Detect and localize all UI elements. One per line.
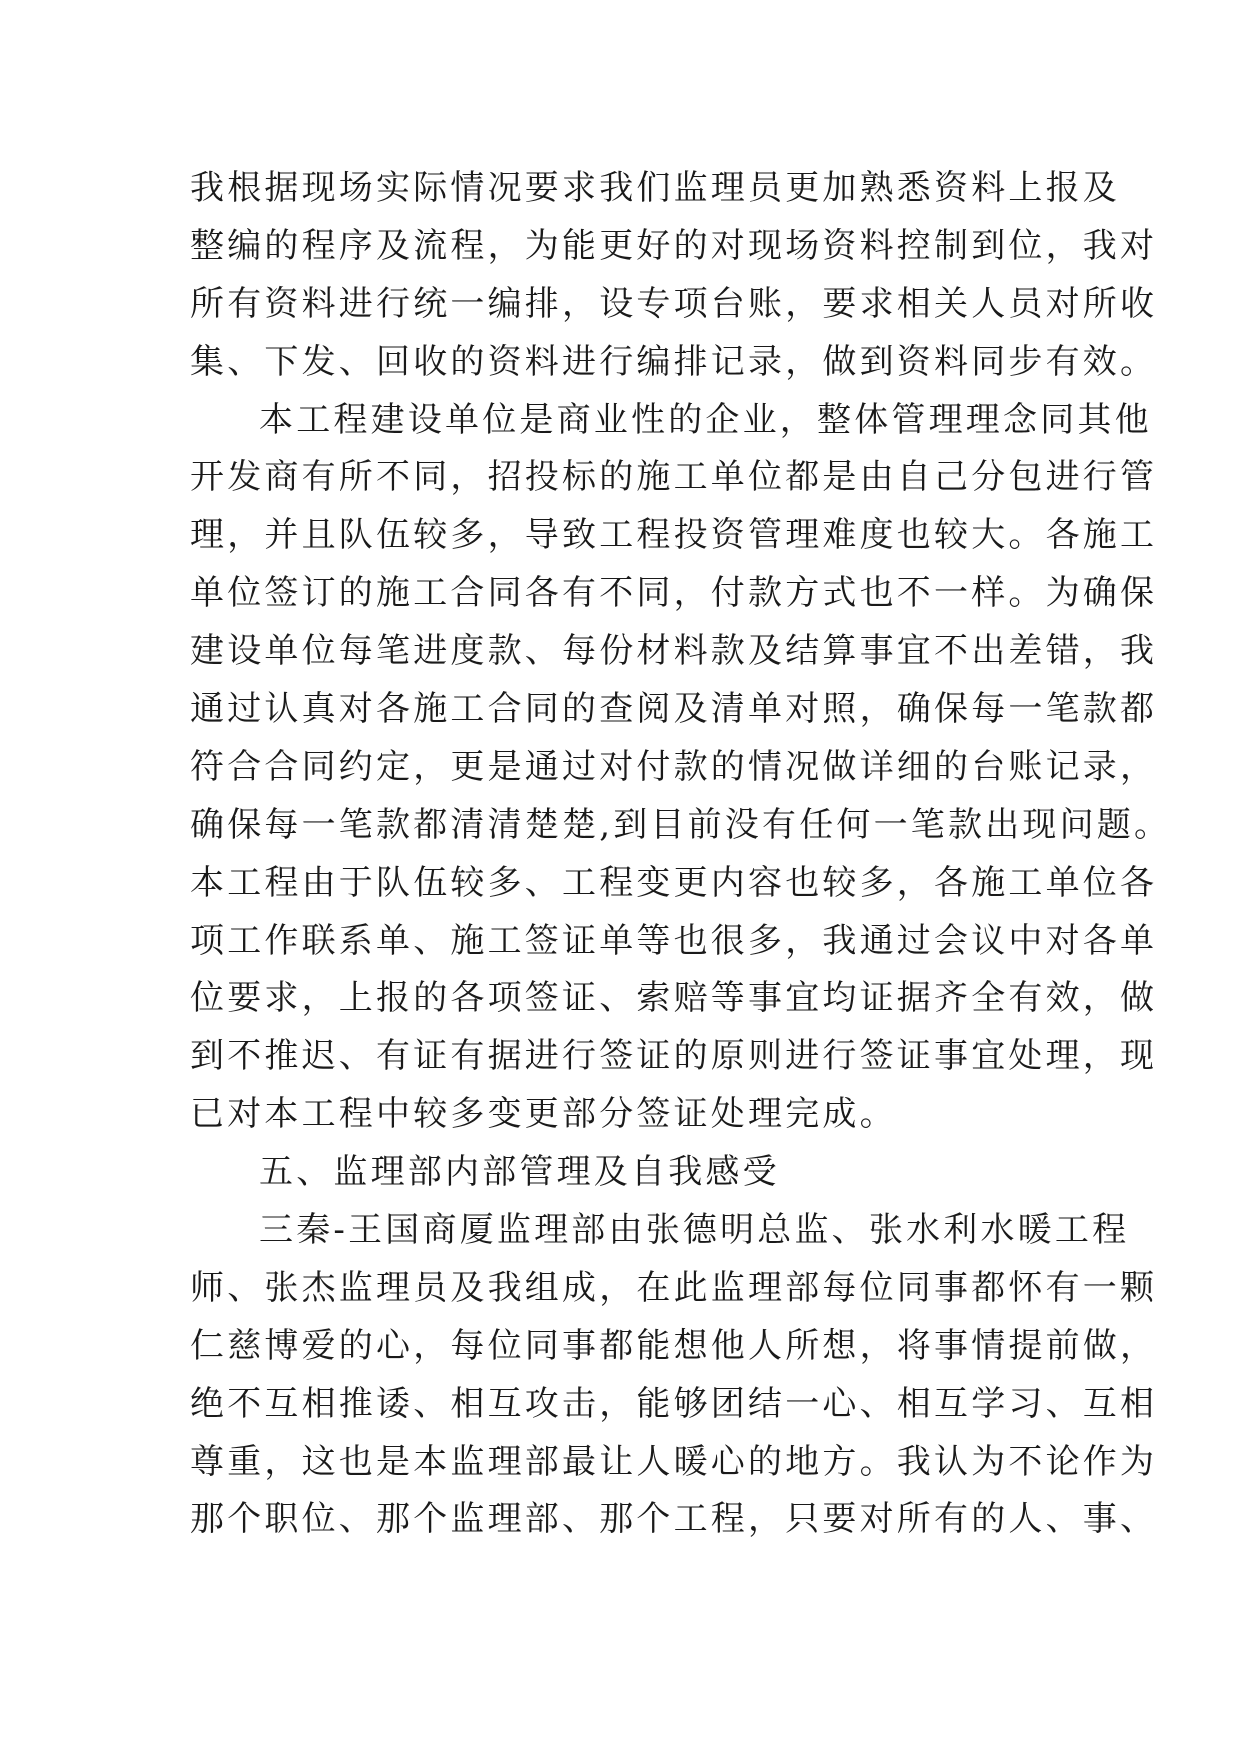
text-line: 到不推迟、有证有据进行签证的原则进行签证事宜处理，现: [190, 1036, 1158, 1077]
text-line: 已对本工程中较多变更部分签证处理完成。: [190, 1094, 897, 1135]
section-heading: 五、监理部内部管理及自我感受: [259, 1152, 780, 1193]
text-line: 确保每一笔款都清清楚楚,到目前没有任何一笔款出现问题。: [190, 804, 1172, 845]
text-line: 本工程由于队伍较多、工程变更内容也较多，各施工单位各: [190, 862, 1158, 903]
text-line: 那个职位、那个监理部、那个工程，只要对所有的人、事、: [190, 1499, 1158, 1540]
body-text: [190, 160, 1172, 1549]
text-line: 建设单位每笔进度款、每份材料款及结算事宜不出差错，我: [190, 631, 1158, 672]
text-line: 理，并且队伍较多，导致工程投资管理难度也较大。各施工: [190, 515, 1158, 556]
text-line: 尊重，这也是本监理部最让人暖心的地方。我认为不论作为: [190, 1441, 1158, 1482]
paragraph-first-line: 三秦-王国商厦监理部由张德明总监、张水利水暖工程: [259, 1210, 1130, 1251]
text-line: 所有资料进行统一编排，设专项台账，要求相关人员对所收: [190, 283, 1158, 324]
text-line: 开发商有所不同，招投标的施工单位都是由自己分包进行管: [190, 457, 1158, 498]
text-line: 项工作联系单、施工签证单等也很多，我通过会议中对各单: [190, 920, 1158, 961]
text-line: 符合合同约定，更是通过对付款的情况做详细的台账记录，: [190, 746, 1158, 787]
text-line: 集、下发、回收的资料进行编排记录，做到资料同步有效。: [190, 341, 1158, 382]
text-line: 通过认真对各施工合同的查阅及清单对照，确保每一笔款都: [190, 689, 1158, 730]
text-line: 单位签订的施工合同各有不同，付款方式也不一样。为确保: [190, 573, 1158, 614]
text-line: 师、张杰监理员及我组成，在此监理部每位同事都怀有一颗: [190, 1267, 1158, 1308]
text-line: 绝不互相推诿、相互攻击，能够团结一心、相互学习、互相: [190, 1383, 1158, 1424]
text-line: 仁慈博爱的心，每位同事都能想他人所想，将事情提前做，: [190, 1325, 1158, 1366]
text-line: 整编的程序及流程，为能更好的对现场资料控制到位，我对: [190, 225, 1158, 266]
paragraph-first-line: 本工程建设单位是商业性的企业，整体管理理念同其他: [259, 399, 1152, 440]
text-line: 位要求，上报的各项签证、索赔等事宜均证据齐全有效，做: [190, 978, 1158, 1019]
text-line: 我根据现场实际情况要求我们监理员更加熟悉资料上报及: [190, 168, 1120, 208]
